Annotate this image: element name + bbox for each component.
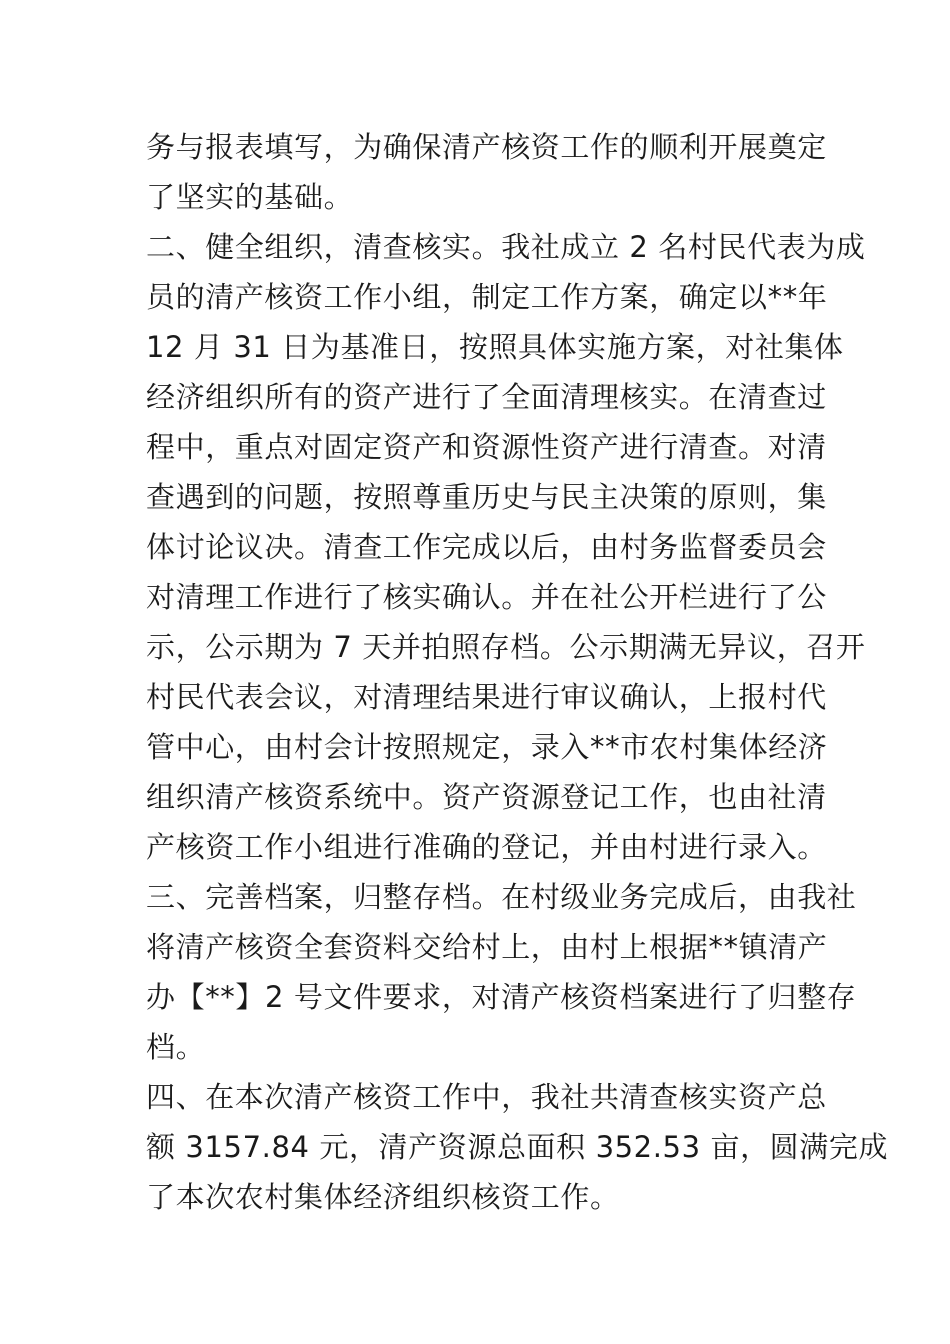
text-line: 档。: [146, 1030, 206, 1064]
text-line: 程中，重点对固定资产和资源性资产进行清查。对清: [146, 430, 827, 464]
text-line: 查遇到的问题，按照尊重历史与民主决策的原则，集: [146, 480, 827, 514]
text-line: 将清产核资全套资料交给村上，由村上根据**镇清产: [146, 930, 828, 964]
text-line: 组织清产核资系统中。资产资源登记工作，也由社清: [146, 780, 827, 814]
text-line: 务与报表填写，为确保清产核资工作的顺利开展奠定: [146, 130, 827, 164]
text-line: 三、完善档案，归整存档。在村级业务完成后，由我社: [146, 880, 857, 914]
text-line: 了坚实的基础。: [146, 180, 354, 214]
text-line: 了本次农村集体经济组织核资工作。: [146, 1180, 620, 1214]
text-line: 12 月 31 日为基准日，按照具体实施方案，对社集体: [146, 330, 844, 364]
text-line: 体讨论议决。清查工作完成以后，由村务监督委员会: [146, 530, 827, 564]
text-line: 示，公示期为 7 天并拍照存档。公示期满无异议，召开: [146, 630, 866, 664]
text-line: 对清理工作进行了核实确认。并在社公开栏进行了公: [146, 580, 827, 614]
text-line: 二、健全组织，清查核实。我社成立 2 名村民代表为成: [146, 230, 866, 264]
body-text: [146, 122, 889, 1222]
text-line: 经济组织所有的资产进行了全面清理核实。在清查过: [146, 380, 827, 414]
text-line: 额 3157.84 元，清产资源总面积 352.53 亩，圆满完成: [146, 1130, 889, 1164]
text-line: 产核资工作小组进行准确的登记，并由村进行录入。: [146, 830, 827, 864]
text-line: 村民代表会议，对清理结果进行审议确认，上报村代: [146, 680, 827, 714]
text-line: 管中心，由村会计按照规定，录入**市农村集体经济: [146, 730, 828, 764]
text-line: 办【**】2 号文件要求，对清产核资档案进行了归整存: [146, 980, 857, 1014]
text-line: 员的清产核资工作小组，制定工作方案，确定以**年: [146, 280, 828, 314]
text-line: 四、在本次清产核资工作中，我社共清查核实资产总: [146, 1080, 827, 1114]
